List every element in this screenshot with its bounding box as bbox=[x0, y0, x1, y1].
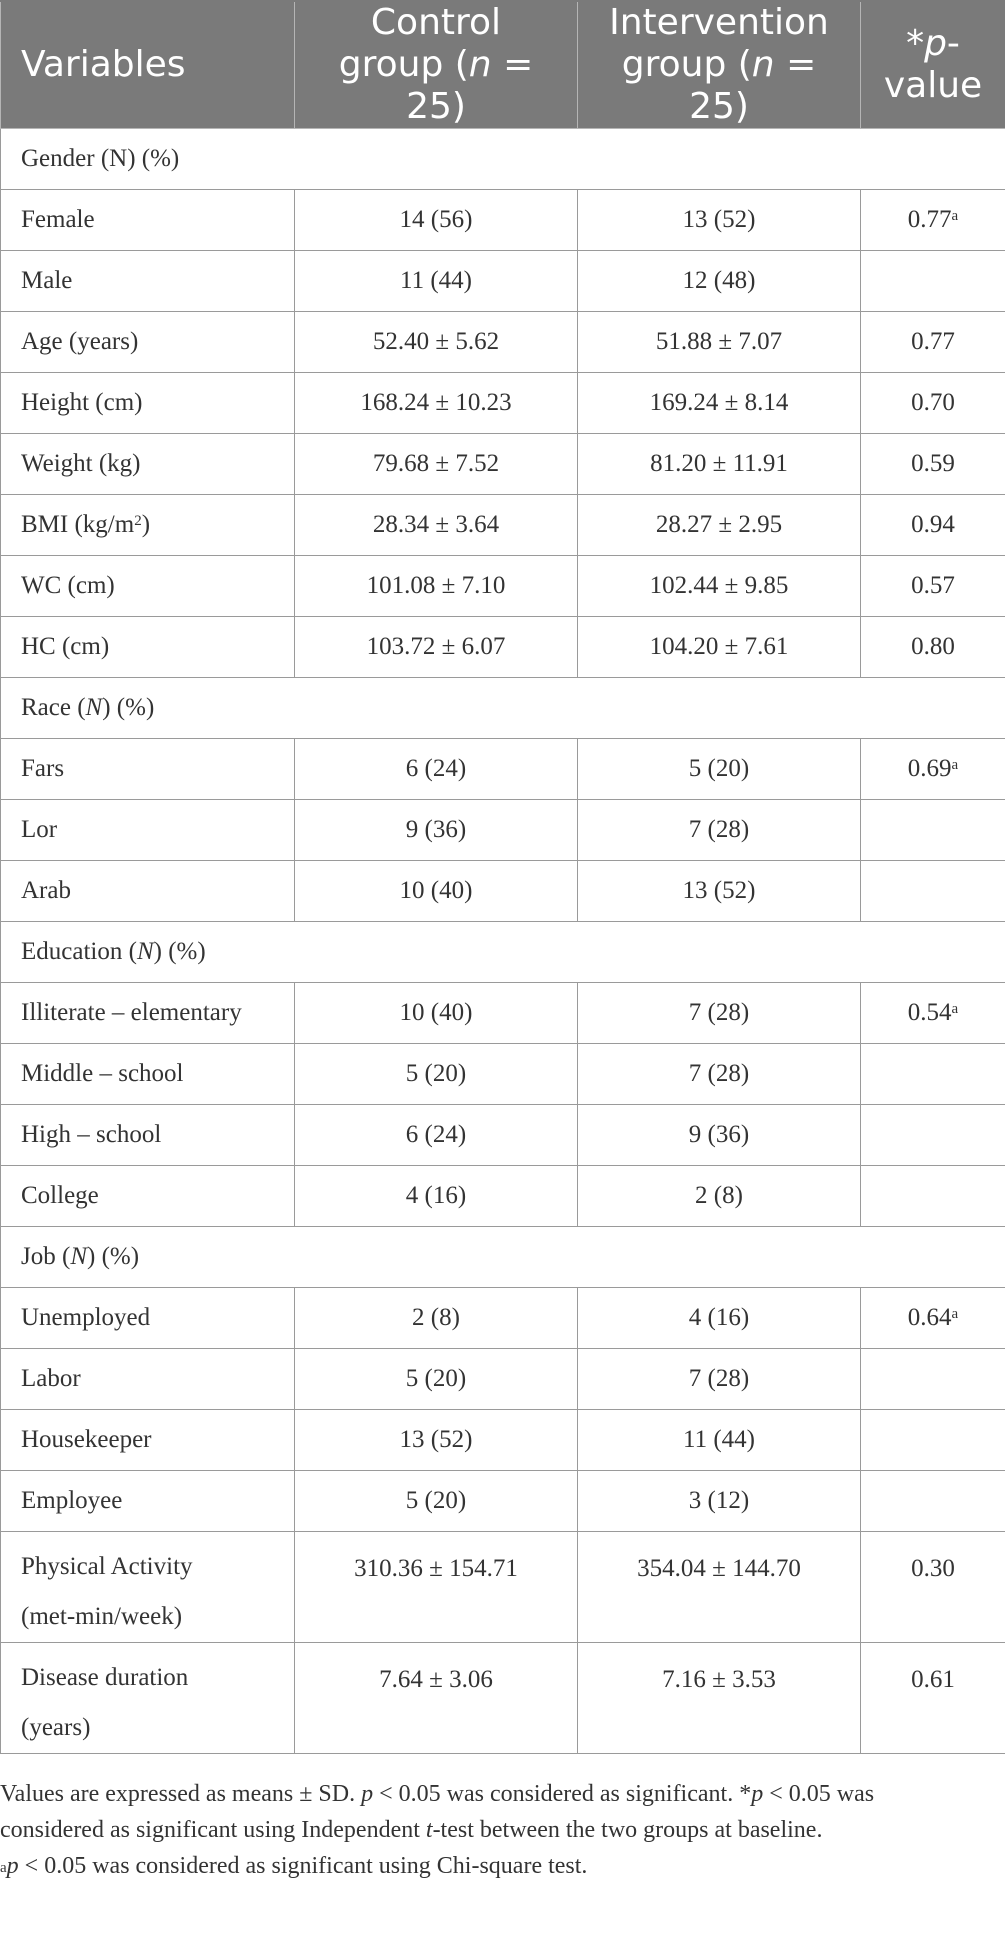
intervention-value: 169.24 ± 8.14 bbox=[578, 373, 861, 434]
row-label: Height (cm) bbox=[1, 373, 295, 434]
control-value: 13 (52) bbox=[295, 1410, 578, 1471]
header-intervention-group: Intervention group (n = 25) bbox=[578, 1, 861, 129]
table-row bbox=[1, 1166, 1005, 1227]
p-value: 0.69$^a$ bbox=[861, 739, 1005, 800]
row-label: HC (cm) bbox=[1, 617, 295, 678]
p-value: 0.77$^a$ bbox=[861, 190, 1005, 251]
control-value: 2 (8) bbox=[295, 1288, 578, 1349]
p-value: 0.57 bbox=[861, 556, 1005, 617]
footnote-line-3: $^a$p < 0.05 was considered as significant using Chi-square test. bbox=[0, 1853, 588, 1879]
intervention-value: 11 (44) bbox=[578, 1410, 861, 1471]
section-label: Job (N) (%) bbox=[1, 1227, 1005, 1288]
table-row bbox=[1, 1532, 1005, 1643]
intervention-value: 9 (36) bbox=[578, 1105, 861, 1166]
control-value: 6 (24) bbox=[295, 1105, 578, 1166]
row-label: Disease duration (years) bbox=[1, 1643, 295, 1754]
footnote-line-2: considered as significant using Independent t-test between the two groups at baseline. bbox=[0, 1817, 823, 1843]
table-row bbox=[1, 983, 1005, 1044]
control-value: 6 (24) bbox=[295, 739, 578, 800]
intervention-value: 4 (16) bbox=[578, 1288, 861, 1349]
table-row bbox=[1, 1288, 1005, 1349]
control-value: 7.64 ± 3.06 bbox=[295, 1643, 578, 1754]
intervention-value: 7 (28) bbox=[578, 800, 861, 861]
control-value: 10 (40) bbox=[295, 983, 578, 1044]
header-variables: Variables bbox=[1, 1, 295, 129]
section-row bbox=[1, 129, 1005, 190]
intervention-value: 28.27 ± 2.95 bbox=[578, 495, 861, 556]
p-value: 0.77 bbox=[861, 312, 1005, 373]
table-row bbox=[1, 1410, 1005, 1471]
intervention-value: 5 (20) bbox=[578, 739, 861, 800]
p-value bbox=[861, 1166, 1005, 1227]
control-value: 9 (36) bbox=[295, 800, 578, 861]
header-p-value: *p- value bbox=[861, 1, 1005, 129]
row-label: Age (years) bbox=[1, 312, 295, 373]
row-label: Weight (kg) bbox=[1, 434, 295, 495]
section-label: Gender (N) (%) bbox=[1, 129, 1005, 190]
row-label: Physical Activity (met-min/week) bbox=[1, 1532, 295, 1643]
table-row bbox=[1, 800, 1005, 861]
table-row bbox=[1, 495, 1005, 556]
control-value: 168.24 ± 10.23 bbox=[295, 373, 578, 434]
intervention-value: 13 (52) bbox=[578, 861, 861, 922]
p-value: 0.61 bbox=[861, 1643, 1005, 1754]
table-row bbox=[1, 312, 1005, 373]
table-row bbox=[1, 1044, 1005, 1105]
intervention-value: 2 (8) bbox=[578, 1166, 861, 1227]
table-row bbox=[1, 190, 1005, 251]
row-label: Arab bbox=[1, 861, 295, 922]
section-label: Race (N) (%) bbox=[1, 678, 1005, 739]
control-value: 310.36 ± 154.71 bbox=[295, 1532, 578, 1643]
p-value bbox=[861, 251, 1005, 312]
control-value: 5 (20) bbox=[295, 1471, 578, 1532]
table-row bbox=[1, 1471, 1005, 1532]
section-label: Education (N) (%) bbox=[1, 922, 1005, 983]
intervention-value: 102.44 ± 9.85 bbox=[578, 556, 861, 617]
intervention-value: 81.20 ± 11.91 bbox=[578, 434, 861, 495]
intervention-value: 7 (28) bbox=[578, 1044, 861, 1105]
p-value bbox=[861, 861, 1005, 922]
p-value: 0.30 bbox=[861, 1532, 1005, 1643]
p-value bbox=[861, 1471, 1005, 1532]
control-value: 5 (20) bbox=[295, 1044, 578, 1105]
control-value: 79.68 ± 7.52 bbox=[295, 434, 578, 495]
p-value bbox=[861, 1349, 1005, 1410]
row-label: Employee bbox=[1, 1471, 295, 1532]
control-value: 103.72 ± 6.07 bbox=[295, 617, 578, 678]
control-value: 11 (44) bbox=[295, 251, 578, 312]
p-value bbox=[861, 1105, 1005, 1166]
section-row bbox=[1, 1227, 1005, 1288]
table-row bbox=[1, 1105, 1005, 1166]
row-label: BMI $(kg/m^2)$ bbox=[1, 495, 295, 556]
p-value: 0.54$^a$ bbox=[861, 983, 1005, 1044]
intervention-value: 104.20 ± 7.61 bbox=[578, 617, 861, 678]
control-value: 10 (40) bbox=[295, 861, 578, 922]
row-label: WC (cm) bbox=[1, 556, 295, 617]
p-value bbox=[861, 1044, 1005, 1105]
row-label: College bbox=[1, 1166, 295, 1227]
table-row bbox=[1, 861, 1005, 922]
section-row bbox=[1, 922, 1005, 983]
intervention-value: 13 (52) bbox=[578, 190, 861, 251]
row-label: Labor bbox=[1, 1349, 295, 1410]
table-row bbox=[1, 1349, 1005, 1410]
p-value: 0.59 bbox=[861, 434, 1005, 495]
p-value bbox=[861, 1410, 1005, 1471]
row-label: Fars bbox=[1, 739, 295, 800]
control-value: 52.40 ± 5.62 bbox=[295, 312, 578, 373]
control-value: 5 (20) bbox=[295, 1349, 578, 1410]
control-value: 28.34 ± 3.64 bbox=[295, 495, 578, 556]
p-value: 0.94 bbox=[861, 495, 1005, 556]
intervention-value: 354.04 ± 144.70 bbox=[578, 1532, 861, 1643]
intervention-value: 12 (48) bbox=[578, 251, 861, 312]
control-value: 4 (16) bbox=[295, 1166, 578, 1227]
intervention-value: 7.16 ± 3.53 bbox=[578, 1643, 861, 1754]
p-value bbox=[861, 800, 1005, 861]
row-label: Unemployed bbox=[1, 1288, 295, 1349]
section-row bbox=[1, 678, 1005, 739]
intervention-value: 3 (12) bbox=[578, 1471, 861, 1532]
row-label: High – school bbox=[1, 1105, 295, 1166]
intervention-value: 51.88 ± 7.07 bbox=[578, 312, 861, 373]
control-value: 101.08 ± 7.10 bbox=[295, 556, 578, 617]
table-row bbox=[1, 373, 1005, 434]
row-label: Middle – school bbox=[1, 1044, 295, 1105]
table-row bbox=[1, 556, 1005, 617]
p-value: 0.64$^a$ bbox=[861, 1288, 1005, 1349]
table-row bbox=[1, 251, 1005, 312]
p-value: 0.70 bbox=[861, 373, 1005, 434]
table-footnote bbox=[0, 1776, 1000, 1884]
table-row bbox=[1, 617, 1005, 678]
header-control-group: Control group (n = 25) bbox=[295, 1, 578, 129]
table-row bbox=[1, 1643, 1005, 1754]
row-label: Illiterate – elementary bbox=[1, 983, 295, 1044]
row-label: Female bbox=[1, 190, 295, 251]
table-row bbox=[1, 739, 1005, 800]
intervention-value: 7 (28) bbox=[578, 983, 861, 1044]
control-value: 14 (56) bbox=[295, 190, 578, 251]
header-row bbox=[1, 1, 1005, 129]
intervention-value: 7 (28) bbox=[578, 1349, 861, 1410]
row-label: Male bbox=[1, 251, 295, 312]
table-row bbox=[1, 434, 1005, 495]
p-value: 0.80 bbox=[861, 617, 1005, 678]
row-label: Housekeeper bbox=[1, 1410, 295, 1471]
row-label: Lor bbox=[1, 800, 295, 861]
footnote-line-1: Values are expressed as means ± SD. p < 0.05 was considered as significant. *p < 0.05 was bbox=[0, 1781, 875, 1807]
